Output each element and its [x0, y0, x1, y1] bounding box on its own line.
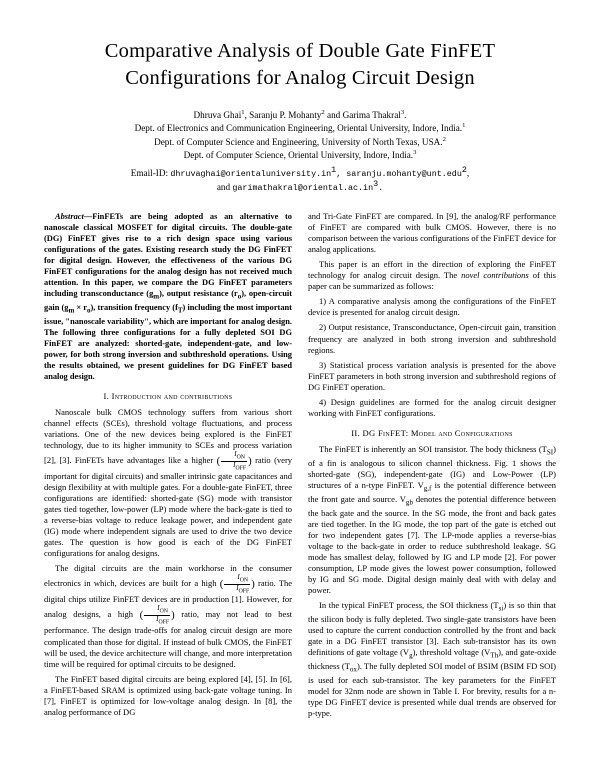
section-heading-1: I. Introduction and contributions	[103, 390, 233, 401]
col2-para-3-c: is the potential difference between the front gate and source. V	[308, 480, 557, 504]
col1-para-2-a: The digital circuits are the main workhorse in the consumer electronics in which, devices are built for a high	[44, 563, 292, 589]
col2-para-3	[308, 444, 556, 596]
col1-para-1	[44, 407, 292, 560]
authors-block	[44, 109, 556, 162]
col2-para-3-a: The FinFET is inherently an SOI transistor. The body thickness (T	[319, 444, 547, 455]
title-line-1: Comparative Analysis of Double Gate FinFET	[104, 40, 496, 62]
author-list	[44, 109, 556, 122]
abstract-sym-ro2: o	[87, 306, 91, 315]
page-title	[44, 38, 556, 92]
abstract-sym-gm2: m	[68, 306, 75, 315]
ion-sub-2: ON	[239, 577, 249, 584]
email-3-sup: 3	[373, 179, 379, 190]
abstract-sym-ft: T	[177, 306, 183, 315]
affiliation-1-sup: 1	[462, 122, 466, 130]
col2-para-4-e: ). The fully depleted SOI model of BSIM (BSIM FD SOI) is used for each sub-transistor. The key parameters for the FinFET model for 32nm node are shown in Table I. For brevity, results for a n-type DG FinFET device is presented while dual trends are observed for p-type.	[308, 661, 556, 719]
tsi2-sub: si	[498, 604, 504, 613]
ioff-sub-2: OFF	[238, 588, 250, 595]
ion-ioff-fraction-1	[221, 451, 247, 471]
affiliation-3-text: Dept. of Computer Science, Oriental University, Indore, India.	[183, 150, 414, 161]
affiliation-2-sup: 2	[442, 135, 446, 143]
affiliation-1	[44, 122, 556, 135]
abstract-body-3: ), open-circuit gain (g	[44, 289, 292, 312]
email-2-sup: 2	[461, 165, 467, 176]
col2-para-2-a: This paper is an effort in the direction of exploring the FinFET technology for analog circuit design. The	[308, 259, 556, 281]
vg-sub: g	[409, 651, 413, 660]
ioff-label-1: I	[233, 460, 236, 469]
col2-para-4-d: ), and gate-oxide thickness (T	[308, 647, 557, 672]
section-heading-2: II. DG FinFET: Model and Configurations	[351, 427, 513, 438]
email-block	[44, 167, 556, 195]
abstract-sym-ro: o	[237, 292, 242, 301]
ioff-sub-3: OFF	[158, 619, 170, 626]
ion-label-1: I	[234, 450, 237, 459]
frac-paren-open-3: (	[139, 610, 144, 622]
email-sep-1: ,	[336, 169, 347, 180]
ion-ioff-fraction-3	[144, 605, 170, 625]
ioff-sub-1: OFF	[235, 464, 247, 471]
email-and: and	[216, 182, 233, 193]
abstract-body-6: ) including the most important issue, "nanoscale variability", which are important for analog design. The following three configurations for a fully depleted SOI DG FinFET are analyzed: shorted-gate, independent-gate, and low-power, for both strong inversion and subthreshold operations. Using the results obtained, we present guidelines for DG FinFET based analog design.	[44, 302, 292, 381]
col2-para-3-b: ) of a fin is analogous to silicon channel thickness. Fig. 1 shows the shorted-gate (SG), independent-gate (IG) and Low-Power (LP) structures of a n-type FinFET. V	[308, 444, 556, 490]
ion-ioff-fraction-2	[224, 574, 250, 594]
author-2-sup: 2	[321, 109, 325, 117]
col1-para-2	[44, 563, 292, 669]
ion-sub-3: ON	[159, 608, 168, 615]
ion-label-2: I	[237, 573, 240, 582]
col2-para-3-d: denotes the potential difference between the back gate and the source. In the SG mode, the front and back gates are tied together. In the IG mode, the top part of the gate is etched out for two independent gates [7]. The LP-mode applies a reverse-bias voltage to the back-gate in order to reduce subthreshold leakage. SG mode has smallest delay, followed by IG and LP mode [2]. For power consumption, LP mode gives the lowest power consumption, followed by IG and SG mode. Digital design mainly deal with with delay and power.	[308, 493, 556, 596]
abstract-body-4: × r	[74, 302, 87, 312]
email-3[interactable]: garimathakral@oriental.ac.in	[232, 183, 374, 194]
column-left	[44, 211, 292, 718]
body-columns	[44, 211, 556, 719]
col1-para-1-text: Nanoscale bulk CMOS technology suffers from various short channel effects (SCEs), threshold voltage fluctuations, and process variations. One of the new devices being explored is the FinFET technology, due to its higher immunity to SCEs and process variation [2], [3]. FinFETs have advantages like a higher	[44, 406, 292, 466]
col2-para-2-b: of this paper can be summarized as follows:	[308, 270, 556, 292]
tsi-sub: SI	[546, 448, 554, 457]
affiliation-2-text: Dept. of Computer Science and Engineering, University of North Texas, USA.	[154, 136, 443, 147]
ion-sub-1: ON	[236, 454, 245, 461]
abstract-body-5: ), transition frequency (f	[90, 302, 178, 312]
col2-para-4-b: ) is so thin that the silicon body is fully depleted. Two single-gate transistors have been used to capture the current conduction controlled by the front and back gate in a DG FinFET transistor [3]. Each sub-transistor has its own definitions of gate voltage (V	[308, 600, 557, 658]
author-end: .	[404, 110, 407, 121]
author-1: Dhruva Ghai	[193, 110, 242, 121]
contribution-item-2: 2) Output resistance, Transconductance, Open-circuit gain, transition frequency are analyzed in both strong inversion and subthreshold regions.	[308, 322, 556, 355]
vgf-sub: g,f	[423, 484, 432, 493]
tox-sub: ox	[349, 665, 357, 674]
email-label: Email-ID:	[130, 168, 171, 179]
author-3-sup: 3	[400, 109, 405, 117]
affiliation-2	[44, 136, 556, 149]
contribution-item-4: 4) Design guidelines are formed for the analog circuit designer working with FinFET configurations.	[308, 396, 556, 418]
author-2: , Saranju P. Mohanty	[244, 110, 322, 121]
contribution-item-1: 1) A comparative analysis among the configurations of the FinFET device is presented for analog circuit design.	[308, 296, 556, 318]
author-3: and Garima Thakral	[324, 110, 401, 121]
col1-para-3: The FinFET based digital circuits are being explored [4], [5]. In [6], a FinFET-based SRAM is optimized using back-gate voltage tuning. In [7], FinFET is optimized for low-voltage analog design. In [8], the analog performance of DG	[44, 673, 292, 717]
abstract-lead: Abstract—	[55, 212, 93, 222]
email-sep-2: ,	[466, 168, 470, 179]
affiliation-3-sup: 3	[413, 149, 417, 157]
frac-paren-close-1: )	[248, 456, 252, 468]
ioff-label-3: I	[156, 614, 159, 623]
affiliation-3	[44, 149, 556, 162]
author-1-sup: 1	[241, 109, 245, 117]
col1-para-2-b: ratio. The digital chips utilize FinFET devices are in production [1]. However, for analog designs, a high	[44, 578, 293, 620]
email-period: .	[378, 183, 384, 194]
col2-para-2	[308, 259, 556, 292]
contribution-item-3: 3) Statistical process variation analysis is presented for the above FinFET parameters in both strong inversion and subthreshold regions of DG FinFET operation.	[308, 359, 556, 392]
ioff-label-2: I	[236, 583, 239, 592]
vgb-sub: gb	[405, 498, 413, 507]
col2-novel-contrib: novel contributions	[461, 270, 529, 281]
abstract-sym-gm: m	[153, 292, 160, 301]
col2-para-1: and Tri-Gate FinFET are compared. In [9], the analog/RF performance of FinFET are compared with bulk CMOS. However, there is no comparison between the various configurations of the FinFET device for analog applications.	[308, 211, 556, 255]
email-1[interactable]: dhruvaghai@orientaluniversity.in	[170, 169, 332, 180]
frac-paren-close-2: )	[251, 579, 255, 591]
affiliation-1-text: Dept. of Electronics and Communication Engineering, Oriental University, Indore, India.	[134, 123, 463, 134]
col1-para-1-text-b: ratio (very important for digital circuits) and smaller intrinsic gate capacitances and design flexibility at with multiple gates. For a double-gate FinFET, three configurations are identified: shorted-gate (SG) mode with transistor gates tied together, low-power (LP) mode where the back-gate is tied to a reverse-bias voltage to reduce leakage power, and independent gate (IG) mode where independent signals are used to drive the two device gates. The question is how good is each of the DG FinFET configurations for analog designs.	[44, 455, 293, 559]
abstract-body: FinFETs are being adopted as an alternative to nanoscale classical MOSFET for digital circuits. The double-gate (DG) FinFET gives rise to a rich design space using various configurations of the gates. Existing research study the DG FinFET for digital design. However, the effectiveness of the various DG FinFET configurations for the analog design has not received much attention. In this paper, we compare the DG FinFET parameters including transconductance (g	[44, 212, 292, 299]
frac-paren-close-3: )	[171, 610, 175, 622]
title-line-2: Configurations for Analog Circuit Design	[125, 67, 475, 90]
email-1-sup: 1	[331, 165, 337, 176]
column-right	[308, 211, 556, 719]
frac-paren-open-1: (	[216, 456, 221, 468]
col2-para-4-c: ), threshold voltage (V	[412, 647, 491, 658]
ion-label-3: I	[157, 604, 160, 613]
frac-paren-open-2: (	[219, 579, 224, 591]
col2-para-4	[308, 600, 556, 719]
email-2[interactable]: saranju.mohanty@unt.edu	[346, 169, 462, 180]
vth-sub: Th	[490, 651, 499, 660]
col1-para-2-c: ratio, may not lead to best performance. The design trade-offs for analog circuit design are more complicated than those for digital. If instead of bulk CMOS, the FinFET will be used, the device architecture will change, and more interpretation time will be required for optimal circuits to be designed.	[44, 609, 292, 669]
col2-para-4-a: In the typical FinFET process, the SOI thickness (T	[319, 600, 499, 611]
abstract	[44, 211, 292, 382]
abstract-body-2: ), output resistance (r	[159, 289, 238, 299]
